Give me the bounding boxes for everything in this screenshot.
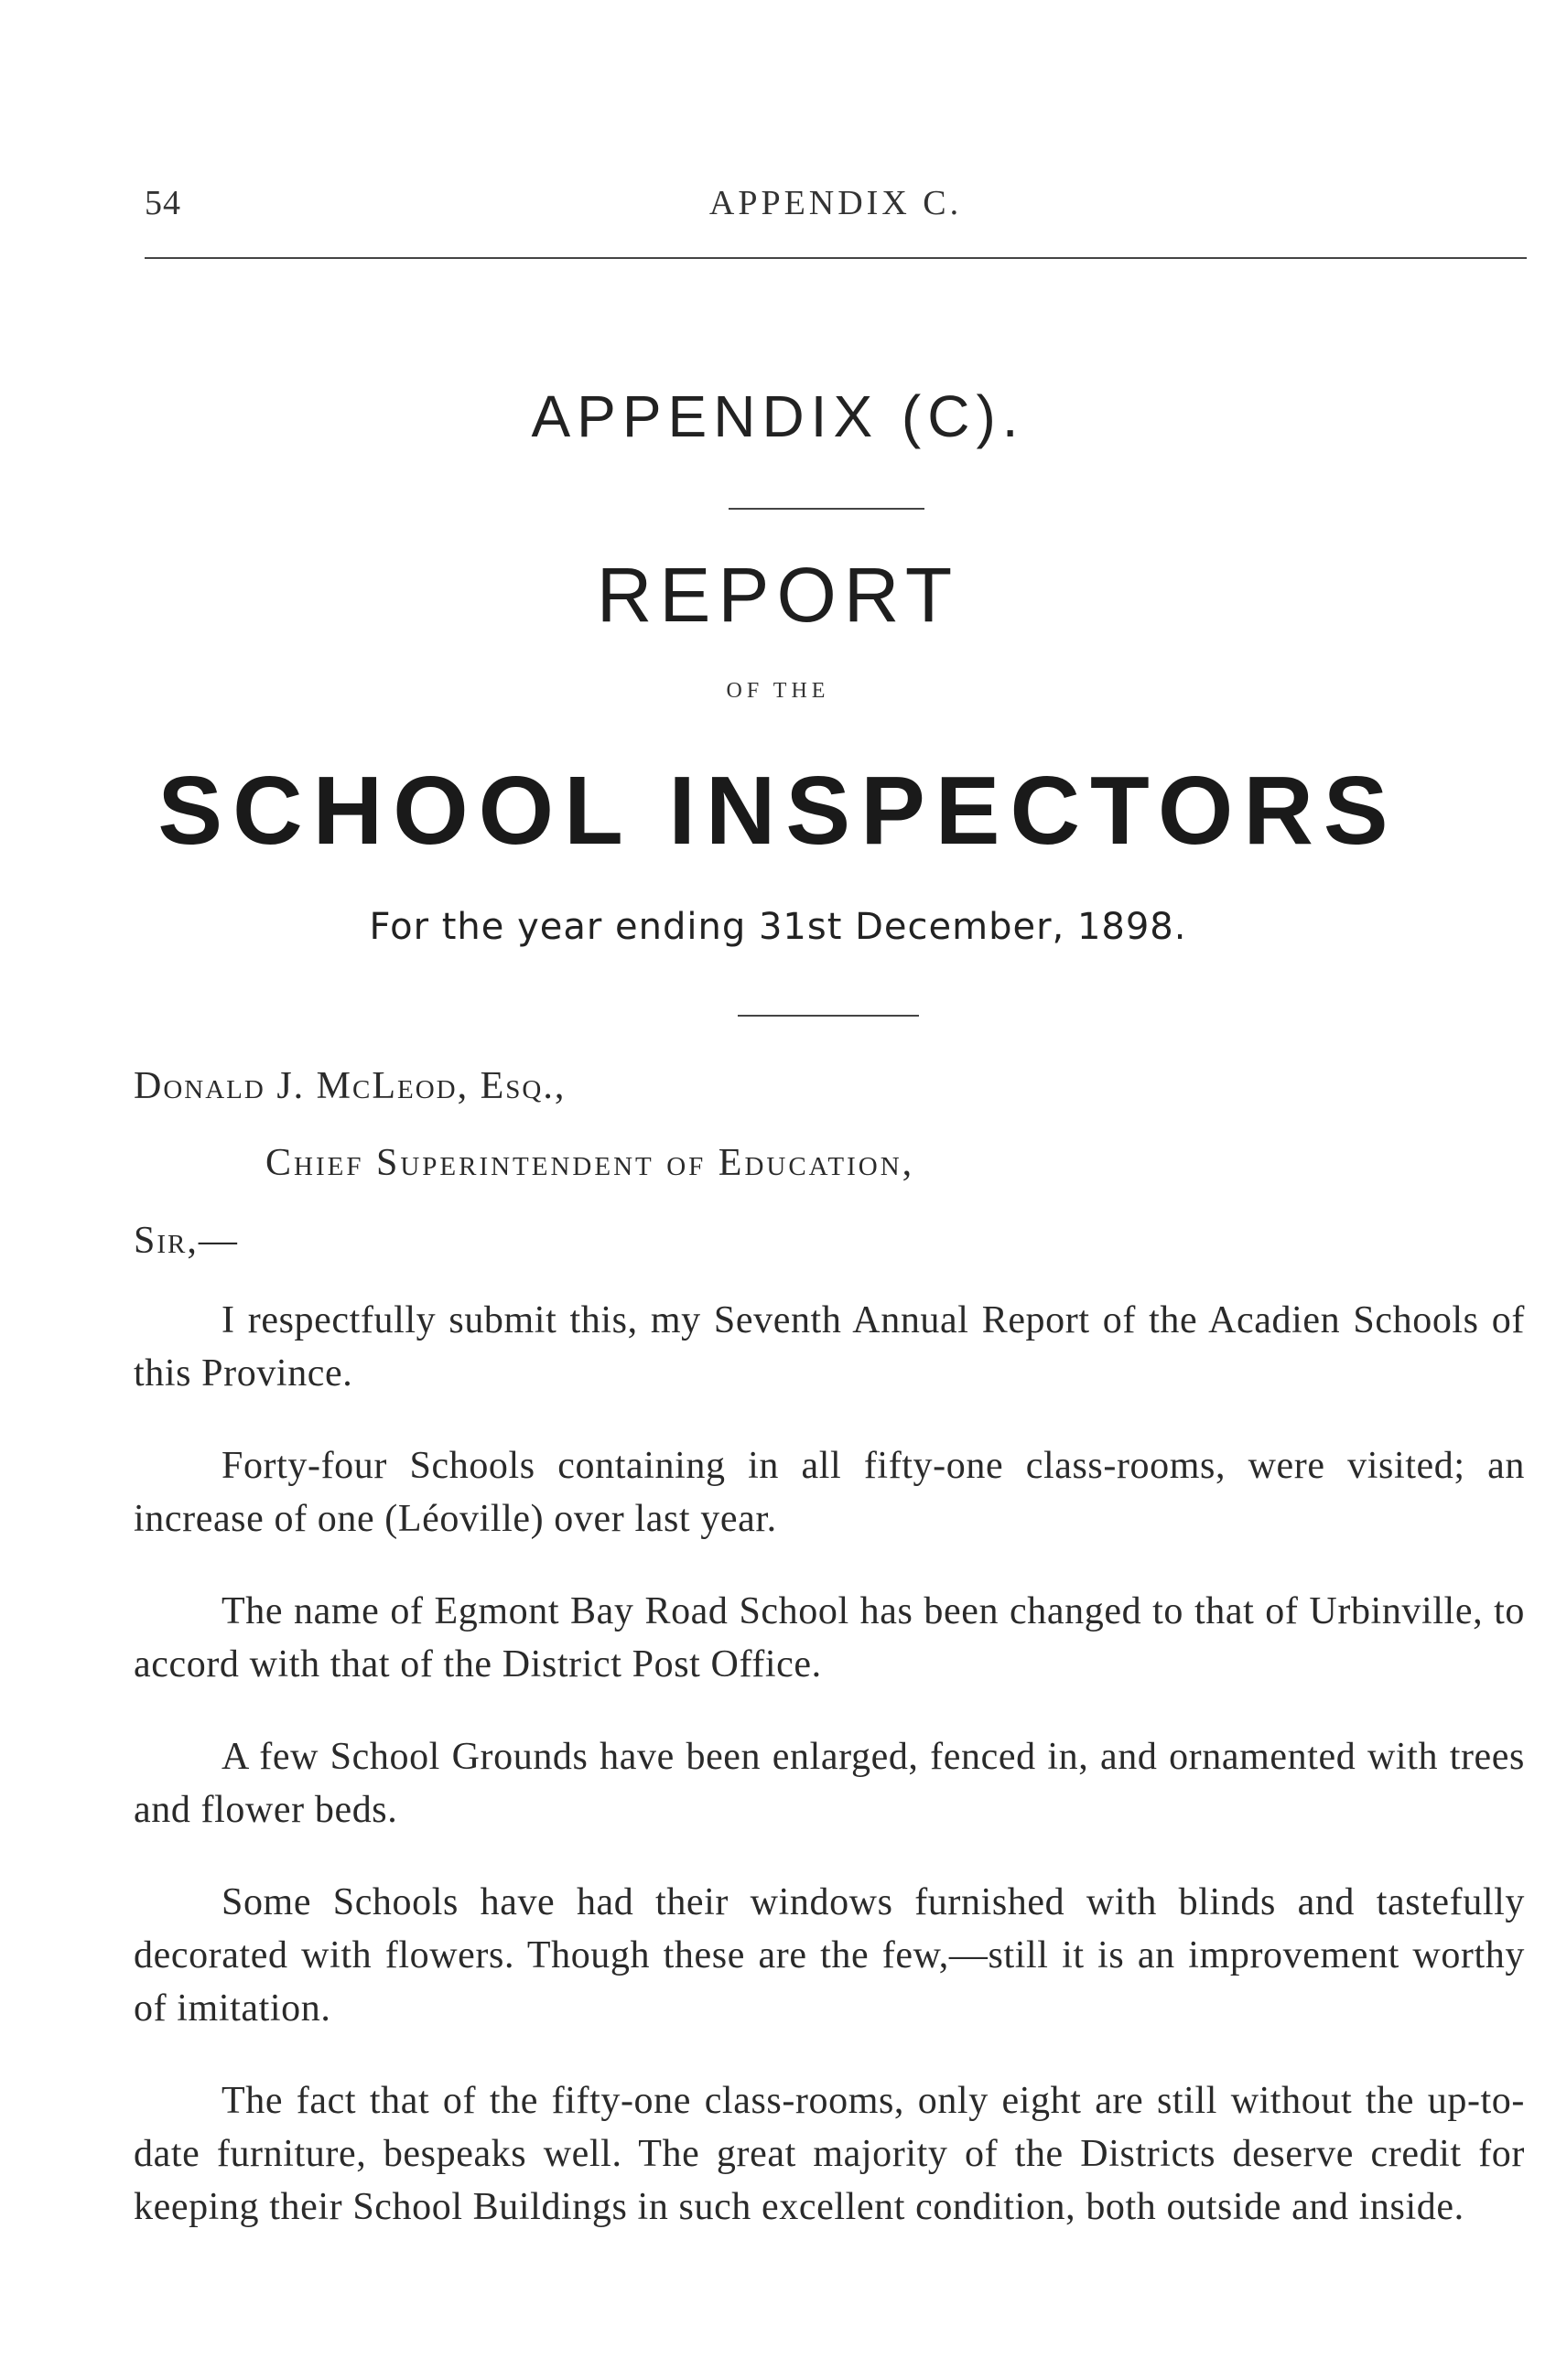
addressee-name: Donald J. McLeod, Esq., bbox=[134, 1065, 567, 1107]
letter-body bbox=[134, 1294, 1525, 2273]
salutation: Sir,— bbox=[134, 1220, 239, 1262]
paragraph: Forty-four Schools containing in all fifty-one class-rooms, were visited; an increase of one (Léoville) over last year. bbox=[134, 1445, 1525, 1540]
paragraph: The name of Egmont Bay Road School has been changed to that of Urbinville, to accord with that of the District Post Office. bbox=[134, 1590, 1525, 1685]
running-title: APPENDIX C. bbox=[708, 184, 963, 222]
appendix-heading: APPENDIX (C). bbox=[531, 383, 1025, 449]
inspectors-heading: SCHOOL INSPECTORS bbox=[157, 757, 1399, 865]
paragraph: I respectfully submit this, my Seventh Annual Report of the Acadien Schools of this Province. bbox=[134, 1299, 1525, 1395]
title-divider bbox=[729, 508, 924, 510]
paragraph: Some Schools have had their windows furnished with blinds and tastefully decorated with flowers. Though these are the few,—still it is an improvement worthy of imitation. bbox=[134, 1881, 1525, 2030]
paragraph: A few School Grounds have been enlarged, fenced in, and ornamented with trees and flower beds. bbox=[134, 1736, 1525, 1831]
page-number: 54 bbox=[145, 184, 181, 222]
report-period: For the year ending 31st December, 1898. bbox=[369, 906, 1187, 948]
header-rule bbox=[145, 257, 1527, 259]
report-heading: REPORT bbox=[596, 552, 960, 638]
running-head bbox=[145, 183, 1527, 238]
section-divider bbox=[738, 1015, 919, 1017]
of-the-line: OF THE bbox=[726, 679, 830, 703]
addressee-title: Chief Superintendent of Education, bbox=[265, 1142, 915, 1184]
paragraph: The fact that of the fifty-one class-rooms, only eight are still without the up-to-date furniture, bespeaks well. The great majority of the Districts deserve credit for keeping their School Buildings in such excellent condition, both outside and inside. bbox=[134, 2080, 1525, 2228]
